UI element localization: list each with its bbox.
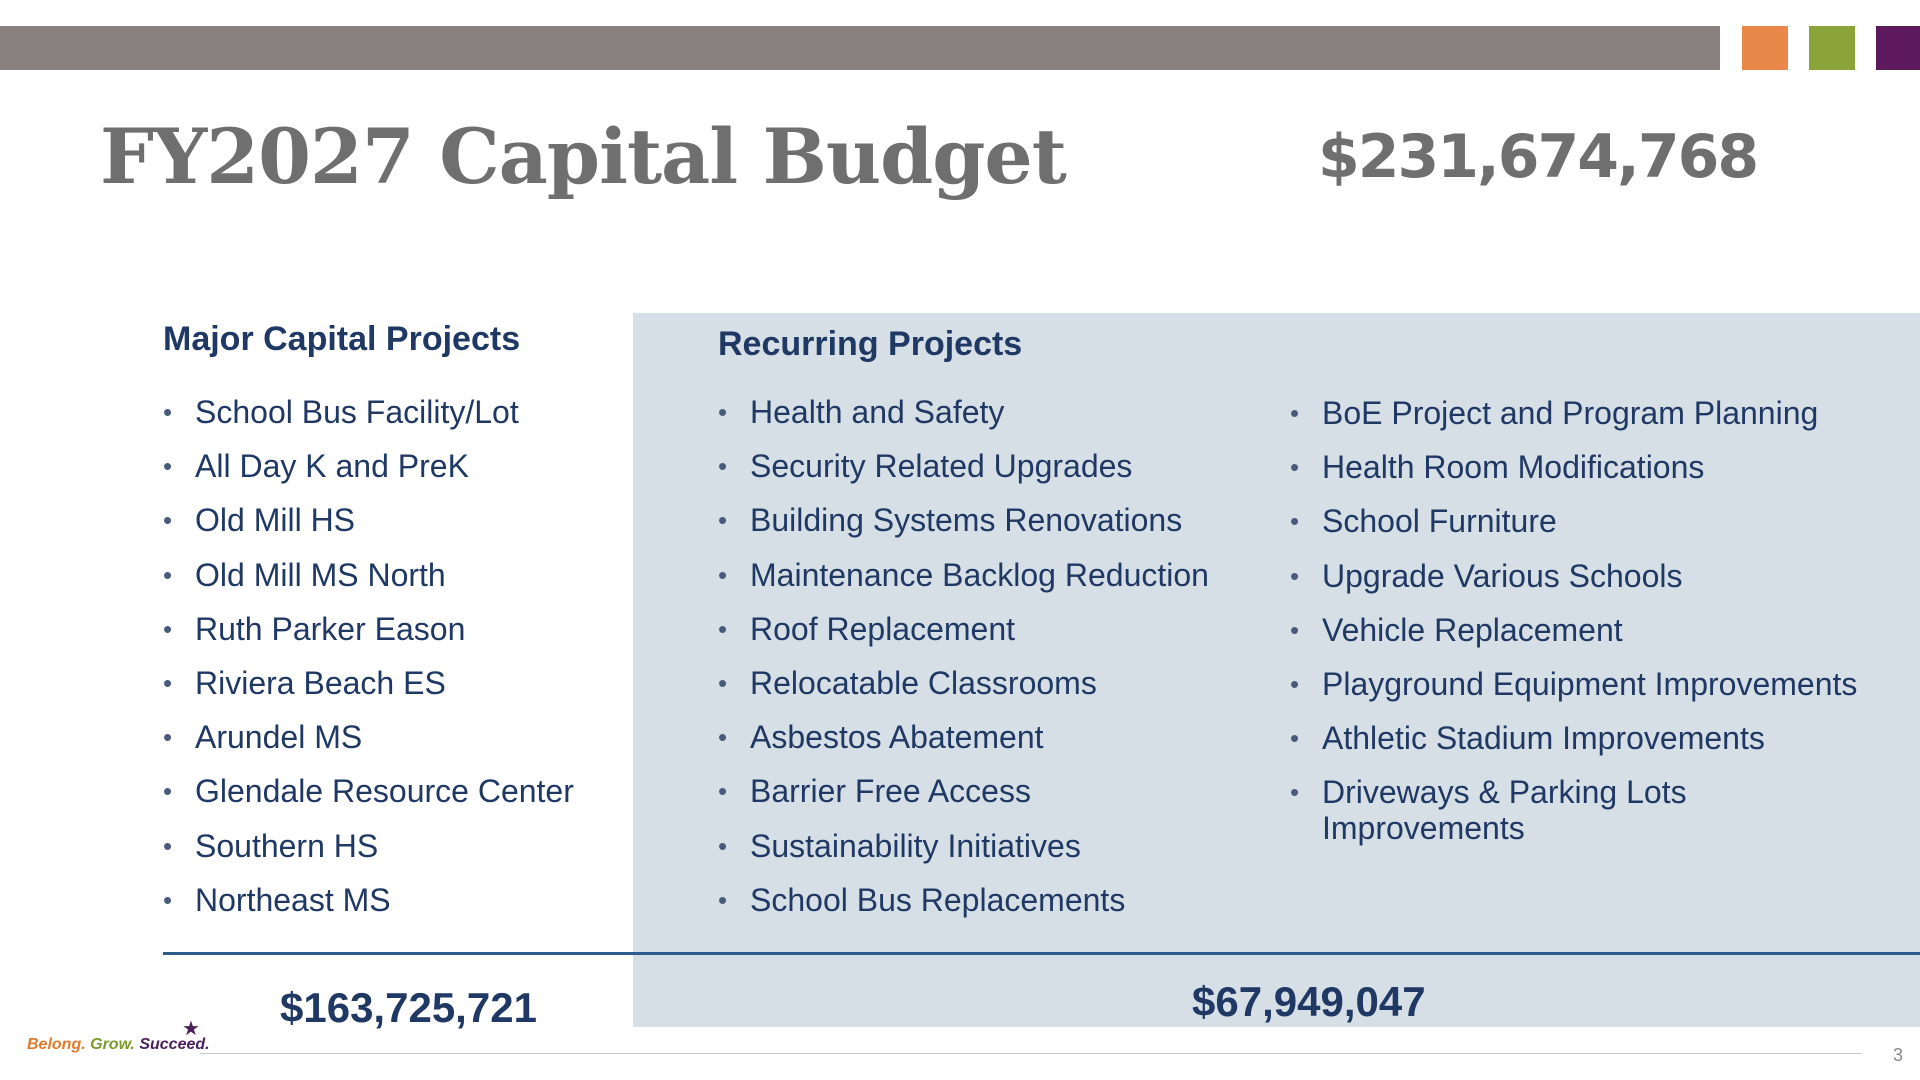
list-item-label: Athletic Stadium Improvements (1322, 720, 1765, 757)
list-item-label: School Bus Replacements (750, 881, 1126, 918)
bullet-icon: • (163, 776, 173, 807)
list-item (1290, 395, 1819, 431)
bullet-icon: • (1290, 614, 1300, 645)
list-item-label: Maintenance Backlog Reduction (750, 556, 1209, 593)
page-title: FY2027 Capital Budget (100, 112, 1066, 201)
bullet-icon: • (163, 397, 173, 427)
list-item (163, 610, 466, 647)
list-item (718, 448, 1133, 485)
list-item (718, 881, 1126, 918)
list-item-label: Northeast MS (195, 881, 391, 918)
list-item (718, 502, 1183, 539)
list-item-label: Asbestos Abatement (750, 719, 1044, 756)
list-item (163, 502, 356, 539)
list-item-label: Security Related Upgrades (750, 448, 1133, 485)
list-item (163, 556, 446, 593)
list-item-label: Driveways & Parking Lots Improvements (1322, 774, 1687, 847)
bullet-icon: • (163, 451, 173, 482)
bullet-icon: • (718, 613, 728, 644)
list-item-label: School Bus Facility/Lot (195, 394, 519, 430)
bullet-icon: • (1290, 398, 1300, 428)
bullet-icon: • (163, 722, 173, 753)
list-item (163, 665, 446, 701)
logo-word-belong: Belong. (27, 1036, 86, 1053)
list-item-label: School Furniture (1322, 503, 1557, 540)
list-item (163, 773, 574, 810)
major-subtotal: $163,725,721 (280, 984, 537, 1031)
recurring-projects-heading: Recurring Projects (718, 325, 1023, 363)
list-item (718, 556, 1209, 593)
bullet-icon: • (718, 559, 728, 590)
bullet-icon: • (1290, 452, 1300, 483)
list-item-label: BoE Project and Program Planning (1322, 395, 1819, 431)
list-item-label: Health and Safety (750, 394, 1005, 430)
list-item-label: Playground Equipment Improvements (1322, 666, 1858, 702)
list-item (163, 448, 469, 485)
list-item-label: Riviera Beach ES (195, 665, 446, 701)
bullet-icon: • (718, 722, 728, 753)
bullet-icon: • (1290, 506, 1300, 537)
bullet-icon: • (1290, 723, 1300, 754)
logo-word-grow: Grow. (90, 1036, 135, 1053)
list-item (163, 719, 363, 756)
list-item (1290, 774, 1742, 847)
list-item (1290, 503, 1557, 540)
list-item-label: Glendale Resource Center (195, 773, 574, 810)
list-item-label: Sustainability Initiatives (750, 827, 1081, 864)
bullet-icon: • (718, 668, 728, 698)
list-item (718, 773, 1031, 810)
bullet-icon: • (718, 397, 728, 427)
bullet-icon: • (163, 505, 173, 536)
list-item-label: Health Room Modifications (1322, 449, 1705, 486)
list-item (718, 719, 1044, 756)
page-number: 3 (1893, 1045, 1904, 1065)
list-item (1290, 449, 1705, 486)
bullet-icon: • (718, 505, 728, 536)
list-item-label: All Day K and PreK (195, 448, 469, 485)
list-item-label: Old Mill HS (195, 502, 356, 539)
bullet-icon: • (718, 884, 728, 915)
bullet-icon: • (163, 830, 173, 861)
list-item-label: Arundel MS (195, 719, 363, 756)
list-item (718, 827, 1081, 864)
list-item-label: Upgrade Various Schools (1322, 557, 1683, 594)
total-budget-amount: $231,674,768 (1318, 122, 1758, 192)
bullet-icon: • (163, 884, 173, 915)
bullet-icon: • (1290, 777, 1300, 808)
list-item-label: Relocatable Classrooms (750, 665, 1097, 701)
bullet-icon: • (718, 830, 728, 861)
star-icon: ★ (182, 1018, 200, 1040)
list-item (163, 881, 391, 918)
list-item-label: Vehicle Replacement (1322, 611, 1623, 648)
bullet-icon: • (163, 559, 173, 590)
bullet-icon: • (718, 451, 728, 482)
major-projects-heading: Major Capital Projects (163, 320, 521, 358)
list-item-label: Ruth Parker Eason (195, 610, 466, 647)
list-item-label: Old Mill MS North (195, 556, 446, 593)
recurring-subtotal: $67,949,047 (1192, 978, 1426, 1025)
accent-square-green (1809, 26, 1855, 70)
bullet-icon: • (1290, 560, 1300, 591)
list-item-label: Building Systems Renovations (750, 502, 1183, 539)
list-item-label: Southern HS (195, 827, 379, 864)
list-item (718, 665, 1097, 701)
list-item-label: Barrier Free Access (750, 773, 1031, 810)
logo-word-succeed: Succeed. (139, 1036, 210, 1053)
bullet-icon: • (718, 776, 728, 807)
bullet-icon: • (163, 668, 173, 698)
bullet-icon: • (1290, 669, 1300, 699)
footer-divider (200, 1053, 1862, 1054)
list-item (1290, 611, 1623, 648)
top-header-bar (0, 26, 1720, 70)
list-item (163, 827, 379, 864)
list-item (163, 394, 519, 430)
accent-square-orange (1742, 26, 1788, 70)
list-item (1290, 557, 1683, 594)
list-item-label: Roof Replacement (750, 610, 1016, 647)
list-item (1290, 720, 1765, 757)
divider-line (163, 952, 1920, 955)
list-item (1290, 666, 1858, 702)
list-item (718, 610, 1016, 647)
list-item (718, 394, 1005, 430)
accent-square-purple (1876, 26, 1920, 70)
bullet-icon: • (163, 613, 173, 644)
